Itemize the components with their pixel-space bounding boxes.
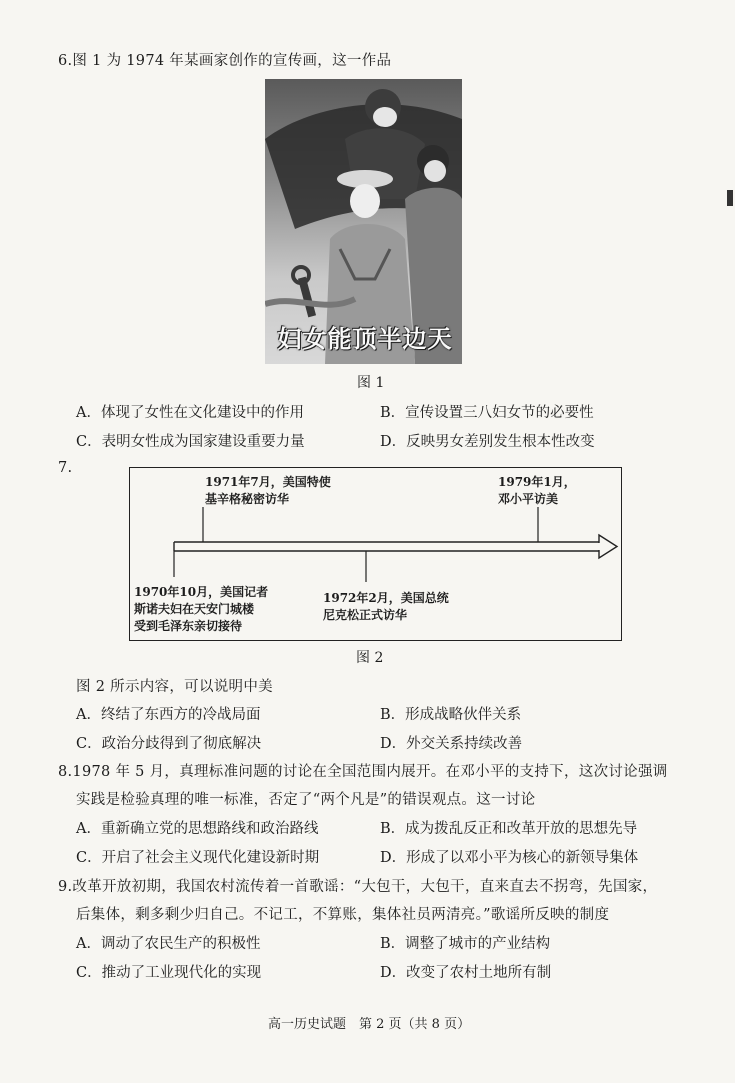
timeline-event-1971: 1971年7月，美国特使 基辛格秘密访华 <box>205 475 331 506</box>
q8-option-b[interactable]: B．成为拨乱反正和改革开放的思想先导 <box>380 821 638 837</box>
figure-2-label: 图 2 <box>356 650 384 666</box>
timeline-event-1979: 1979年1月， 邓小平访美 <box>498 475 576 506</box>
q9-stem-line2: 后集体，剩多剩少归自己。不记工，不算账，集体社员两清亮。”歌谣所反映的制度 <box>76 907 610 923</box>
q9-option-d[interactable]: D．改变了农村土地所有制 <box>380 965 552 981</box>
timeline-event-1972: 1972年2月，美国总统 尼克松正式访华 <box>323 591 449 622</box>
q9-stem-line1: 9.改革开放初期，我国农村流传着一首歌谣：“大包干，大包干，直来直去不拐弯，先国家， <box>58 879 658 895</box>
q6-option-c[interactable]: C．表明女性成为国家建设重要力量 <box>76 434 305 450</box>
q6-option-b[interactable]: B．宣传设置三八妇女节的必要性 <box>380 405 594 421</box>
q8-stem-line2: 实践是检验真理的唯一标准，否定了“两个凡是”的错误观点。这一讨论 <box>76 792 536 808</box>
q9-option-a[interactable]: A．调动了农民生产的积极性 <box>76 936 261 952</box>
page-footer: 高一历史试题 第 2 页（共 8 页） <box>268 1017 471 1032</box>
binding-edge-mark <box>727 190 733 206</box>
poster-slogan: 妇女能顶半边天 <box>277 325 453 353</box>
propaganda-poster-image <box>265 79 462 364</box>
q6-option-d[interactable]: D．反映男女差别发生根本性改变 <box>380 434 595 450</box>
timeline-event-1970: 1970年10月，美国记者 斯诺夫妇在天安门城楼 受到毛泽东亲切接待 <box>134 585 269 633</box>
q8-stem-line1: 8.1978 年 5 月，真理标准问题的讨论在全国范围内展开。在邓小平的支持下，这次讨论强调 <box>58 764 668 780</box>
q8-option-a[interactable]: A．重新确立党的思想路线和政治路线 <box>76 821 319 837</box>
figure-1-label: 图 1 <box>357 375 385 391</box>
q7-option-a[interactable]: A．终结了东西方的冷战局面 <box>76 707 261 723</box>
q6-option-a[interactable]: A．体现了女性在文化建设中的作用 <box>76 405 304 421</box>
q7-number: 7. <box>58 460 73 476</box>
q6-stem: 6.图 1 为 1974 年某画家创作的宣传画，这一作品 <box>58 53 392 69</box>
q9-option-c[interactable]: C．推动了工业现代化的实现 <box>76 965 262 981</box>
q7-option-d[interactable]: D．外交关系持续改善 <box>380 736 523 752</box>
q7-option-c[interactable]: C．政治分歧得到了彻底解决 <box>76 736 262 752</box>
q7-stem: 图 2 所示内容，可以说明中美 <box>76 679 273 695</box>
q9-option-b[interactable]: B．调整了城市的产业结构 <box>380 936 551 952</box>
q8-option-c[interactable]: C．开启了社会主义现代化建设新时期 <box>76 850 320 866</box>
q7-option-b[interactable]: B．形成战略伙伴关系 <box>380 707 522 723</box>
q8-option-d[interactable]: D．形成了以邓小平为核心的新领导集体 <box>380 850 639 866</box>
